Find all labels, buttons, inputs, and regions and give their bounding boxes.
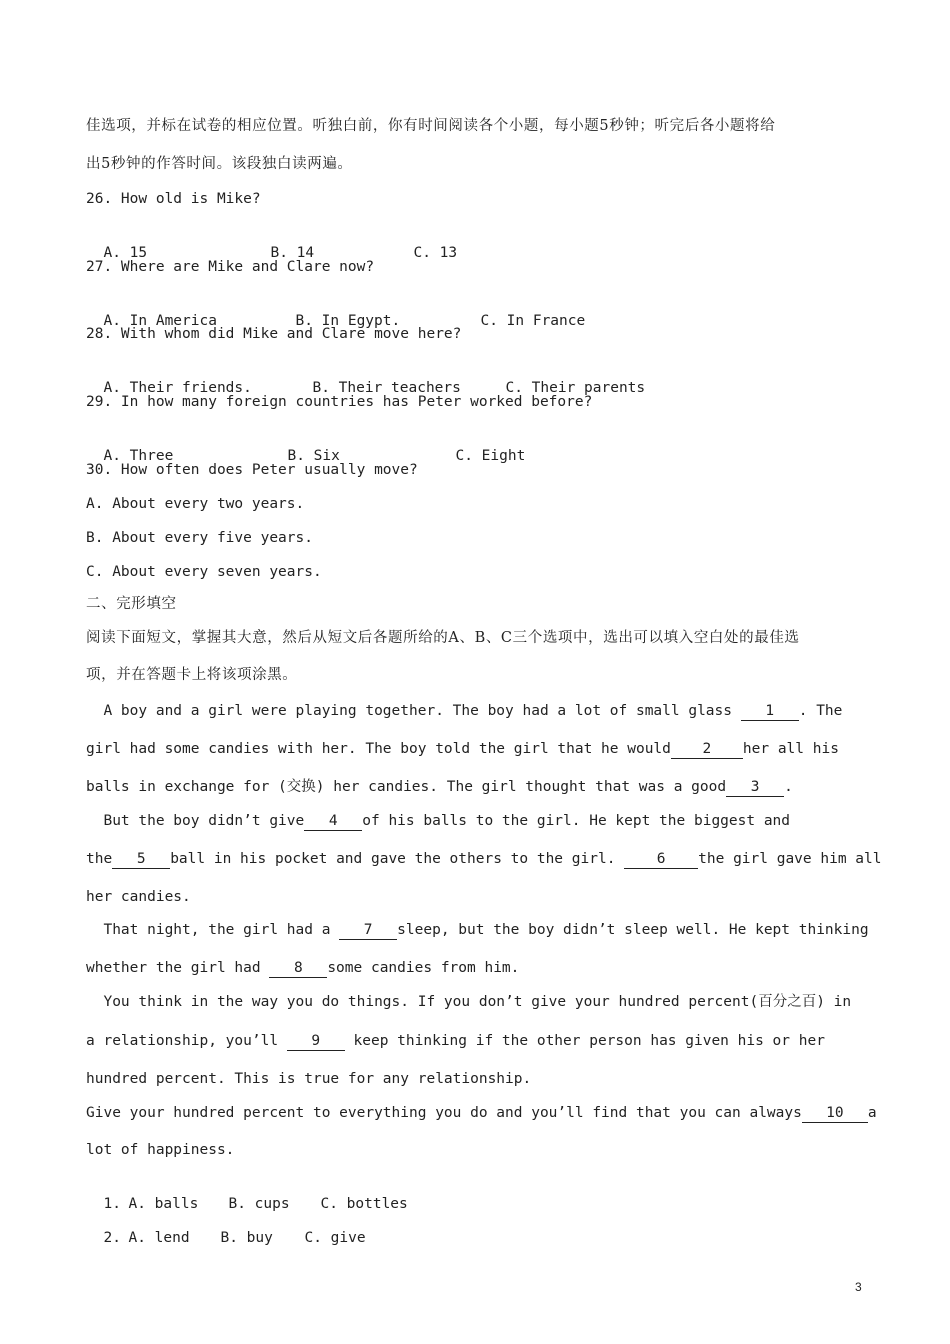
question-30-option-b: B. About every five years. xyxy=(86,530,313,546)
option-a: A. Three xyxy=(103,448,174,464)
blank-5: 5 xyxy=(112,850,170,869)
option-b: B. In Egypt. xyxy=(295,313,401,329)
passage-line: lot of happiness. xyxy=(86,1142,235,1158)
option-a: A. Their friends. xyxy=(103,380,252,396)
option-a: A. 15 xyxy=(103,245,148,261)
passage-line: But the boy didn’t give 4 of his balls to the girl. He kept the biggest and xyxy=(86,813,791,829)
passage-line: girl had some candies with her. The boy told the girl that he would 2 her all his xyxy=(86,741,839,757)
passage-line: whether the girl had 8 some candies from him. xyxy=(86,960,520,976)
passage-line: You think in the way you do things. If you don’t give your hundred percent(百分之百) in xyxy=(86,994,852,1010)
option-b: B. buy xyxy=(220,1230,273,1246)
section-title: 二、完形填空 xyxy=(86,596,177,612)
question-29: 29. In how many foreign countries has Peter worked before? xyxy=(86,394,593,410)
passage-line: a relationship, you’ll 9 keep thinking if the other person has given his or her xyxy=(86,1033,825,1049)
intro-line-2: 出5秒钟的作答时间。该段独白读两遍。 xyxy=(86,156,353,172)
option-a: A. In America xyxy=(103,313,217,329)
answer-row-2 xyxy=(86,1208,366,1248)
option-c: C. bottles xyxy=(320,1196,408,1212)
answer-number: 2. xyxy=(103,1230,121,1246)
option-c: C. Eight xyxy=(455,448,526,464)
option-c: C. Their parents xyxy=(505,380,646,396)
blank-3: 3 xyxy=(726,778,784,797)
section-instruction-1: 阅读下面短文，掌握其大意，然后从短文后各题所给的A、B、C三个选项中，选出可以填入空白处的最佳选 xyxy=(86,630,800,646)
option-b: B. Six xyxy=(287,448,340,464)
blank-1: 1 xyxy=(741,702,799,721)
passage-line: her candies. xyxy=(86,889,191,905)
question-26: 26. How old is Mike? xyxy=(86,191,261,207)
passage-line: That night, the girl had a 7 sleep, but the boy didn’t sleep well. He kept thinking xyxy=(86,922,869,938)
passage-line: balls in exchange for (交换) her candies. The girl thought that was a good 3 . xyxy=(86,779,793,795)
blank-6: 6 xyxy=(624,850,698,869)
section-instruction-2: 项，并在答题卡上将该项涂黑。 xyxy=(86,667,298,683)
page-number: 3 xyxy=(855,1280,862,1294)
question-30: 30. How often does Peter usually move? xyxy=(86,462,418,478)
option-a: A. lend xyxy=(128,1230,190,1246)
intro-line-1: 佳选项，并标在试卷的相应位置。听独白前，你有时间阅读各个小题，每小题5秒钟；听完后各小题将给 xyxy=(86,118,776,134)
option-c: C. give xyxy=(304,1230,366,1246)
question-27: 27. Where are Mike and Clare now? xyxy=(86,259,375,275)
passage-line: Give your hundred percent to everything you do and you’ll find that you can always 10 a xyxy=(86,1105,877,1121)
question-30-option-c: C. About every seven years. xyxy=(86,564,322,580)
blank-8: 8 xyxy=(269,959,327,978)
question-28: 28. With whom did Mike and Clare move here? xyxy=(86,326,462,342)
option-c: C. 13 xyxy=(413,245,458,261)
option-b: B. cups xyxy=(228,1196,290,1212)
passage-line: hundred percent. This is true for any relationship. xyxy=(86,1071,532,1087)
answer-number: 1. xyxy=(103,1196,121,1212)
blank-4: 4 xyxy=(304,812,362,831)
passage-line: A boy and a girl were playing together. The boy had a lot of small glass 1 . The xyxy=(86,703,843,719)
blank-7: 7 xyxy=(339,921,397,940)
blank-10: 10 xyxy=(802,1104,868,1123)
passage-line: the 5 ball in his pocket and gave the others to the girl. 6 the girl gave him all xyxy=(86,851,882,867)
option-b: B. Their teachers xyxy=(312,380,461,396)
blank-9: 9 xyxy=(287,1032,345,1051)
option-b: B. 14 xyxy=(270,245,315,261)
blank-2: 2 xyxy=(671,740,743,759)
option-c: C. In France xyxy=(480,313,586,329)
option-a: A. balls xyxy=(128,1196,199,1212)
question-30-option-a: A. About every two years. xyxy=(86,496,305,512)
